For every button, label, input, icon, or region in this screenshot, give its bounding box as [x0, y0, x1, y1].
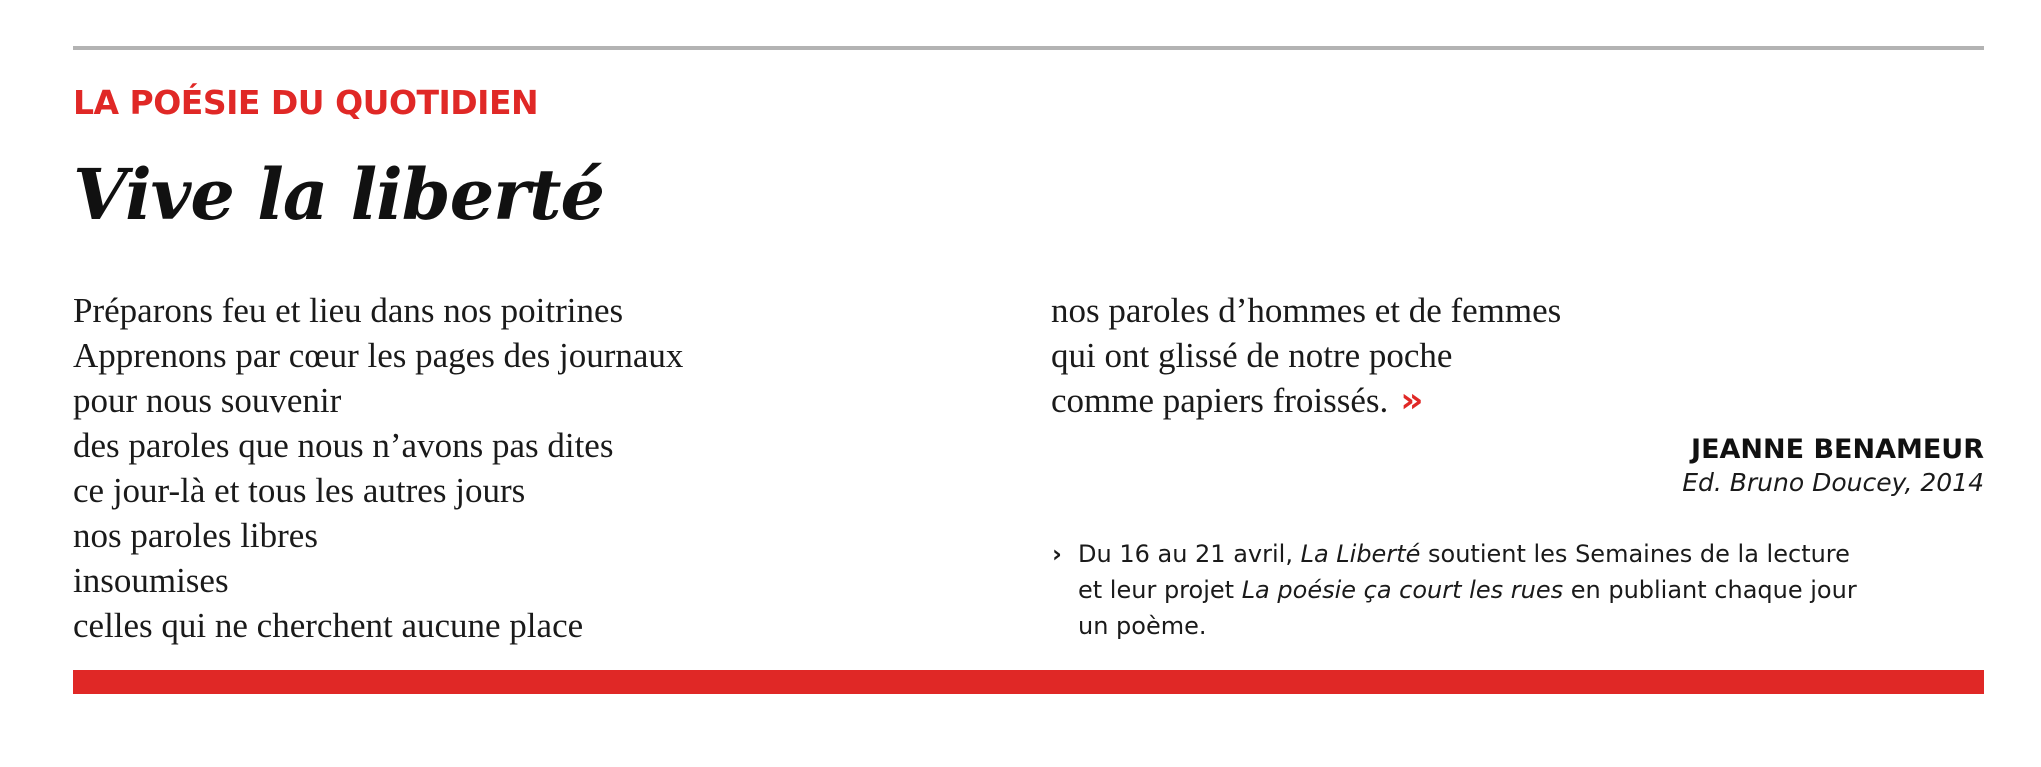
note-text: Du 16 au 21 avril, [1078, 540, 1301, 568]
poem-line: qui ont glissé de notre poche [1051, 336, 1453, 375]
poem-line: Préparons feu et lieu dans nos poitrines [73, 291, 624, 330]
poem-line: Apprenons par cœur les pages des journaux [73, 336, 684, 375]
end-mark-icon: » [1400, 381, 1416, 420]
note-text: soutient les Semaines de la lecture [1420, 540, 1850, 568]
article-title: Vive la liberté [73, 153, 604, 236]
poem-line: ce jour-là et tous les autres jours [73, 471, 526, 510]
note-text: en publiant chaque jour [1563, 576, 1857, 604]
rubric-label: LA POÉSIE DU QUOTIDIEN [73, 83, 539, 122]
note-line [1078, 572, 1857, 608]
chevron-right-icon: › [1052, 540, 1062, 568]
bottom-accent-bar [73, 670, 1984, 694]
info-note [1052, 536, 1857, 644]
newspaper-name: La Liberté [1300, 540, 1421, 568]
poem-line-last [1051, 378, 1561, 423]
poem-line: des paroles que nous n’avons pas dites [73, 426, 614, 465]
publication-source: Ed. Bruno Doucey, 2014 [1682, 468, 1984, 497]
poem-line-text: comme papiers froissés. [1051, 381, 1389, 420]
poem-line: insoumises [73, 561, 229, 600]
poem-line: nos paroles d’hommes et de femmes [1051, 291, 1562, 330]
poem-line: nos paroles libres [73, 516, 318, 555]
project-name: La poésie ça court les rues [1241, 576, 1564, 604]
poem-line: celles qui ne cherchent aucune place [73, 606, 584, 645]
note-line: un poème. [1078, 612, 1207, 640]
author-name: JEANNE BENAMEUR [1691, 434, 1984, 465]
poem-column-left [73, 288, 683, 648]
top-rule [73, 46, 1984, 50]
poem-line: pour nous souvenir [73, 381, 342, 420]
note-line [1078, 536, 1852, 572]
poem-column-right [1051, 288, 1561, 423]
note-text: et leur projet [1078, 576, 1242, 604]
